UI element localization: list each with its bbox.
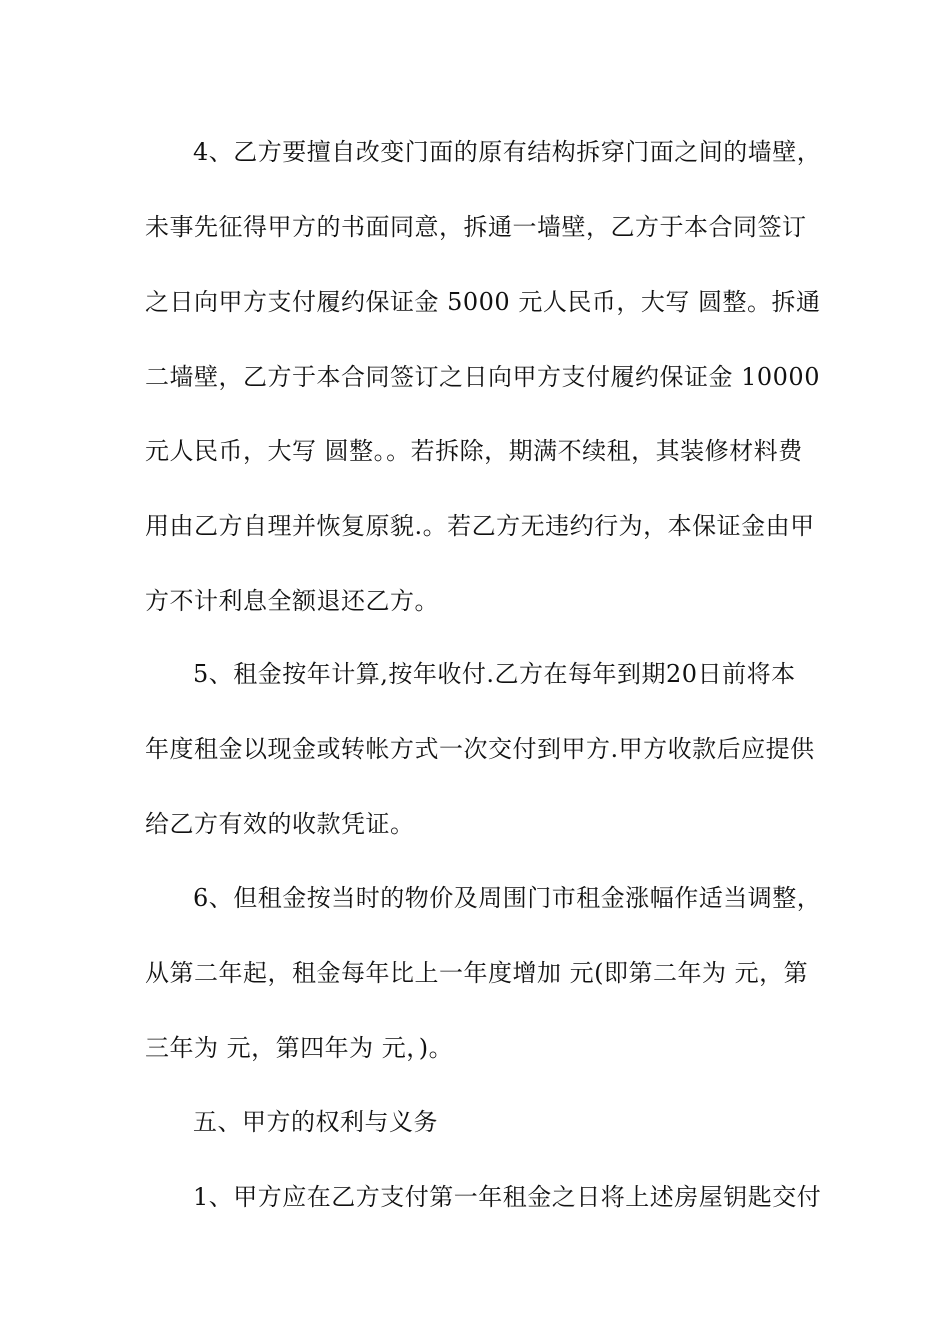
text-line: 三年为 元，第四年为 元，)。 <box>145 1034 454 1062</box>
text-line: 5、租金按年计算,按年收付.乙方在每年到期20日前将本 <box>193 660 796 688</box>
text-line: 元人民币，大写 圆整。。若拆除，期满不续租，其装修材料费 <box>145 437 803 465</box>
text-line: 之日向甲方支付履约保证金 5000 元人民币，大写 圆整。拆通 <box>145 288 821 316</box>
text-line: 未事先征得甲方的书面同意，拆通一墙壁，乙方于本合同签订 <box>145 213 807 241</box>
text-line: 6、但租金按当时的物价及周围门市租金涨幅作适当调整， <box>193 884 822 912</box>
section-heading: 五、甲方的权利与义务 <box>193 1108 438 1136</box>
text-line: 年度租金以现金或转帐方式一次交付到甲方.甲方收款后应提供 <box>145 735 815 763</box>
text-line: 给乙方有效的收款凭证。 <box>145 810 415 838</box>
text-line: 用由乙方自理并恢复原貌.。若乙方无违约行为，本保证金由甲 <box>145 512 815 540</box>
text-line: 从第二年起，租金每年比上一年度增加 元(即第二年为 元，第 <box>145 959 809 987</box>
text-line: 4、乙方要擅自改变门面的原有结构拆穿门面之间的墙壁， <box>193 138 822 166</box>
text-line: 方不计利息全额退还乙方。 <box>145 587 439 615</box>
text-line: 1、甲方应在乙方支付第一年租金之日将上述房屋钥匙交付 <box>193 1183 822 1211</box>
text-line: 二墙壁，乙方于本合同签订之日向甲方支付履约保证金 10000 <box>145 363 820 391</box>
